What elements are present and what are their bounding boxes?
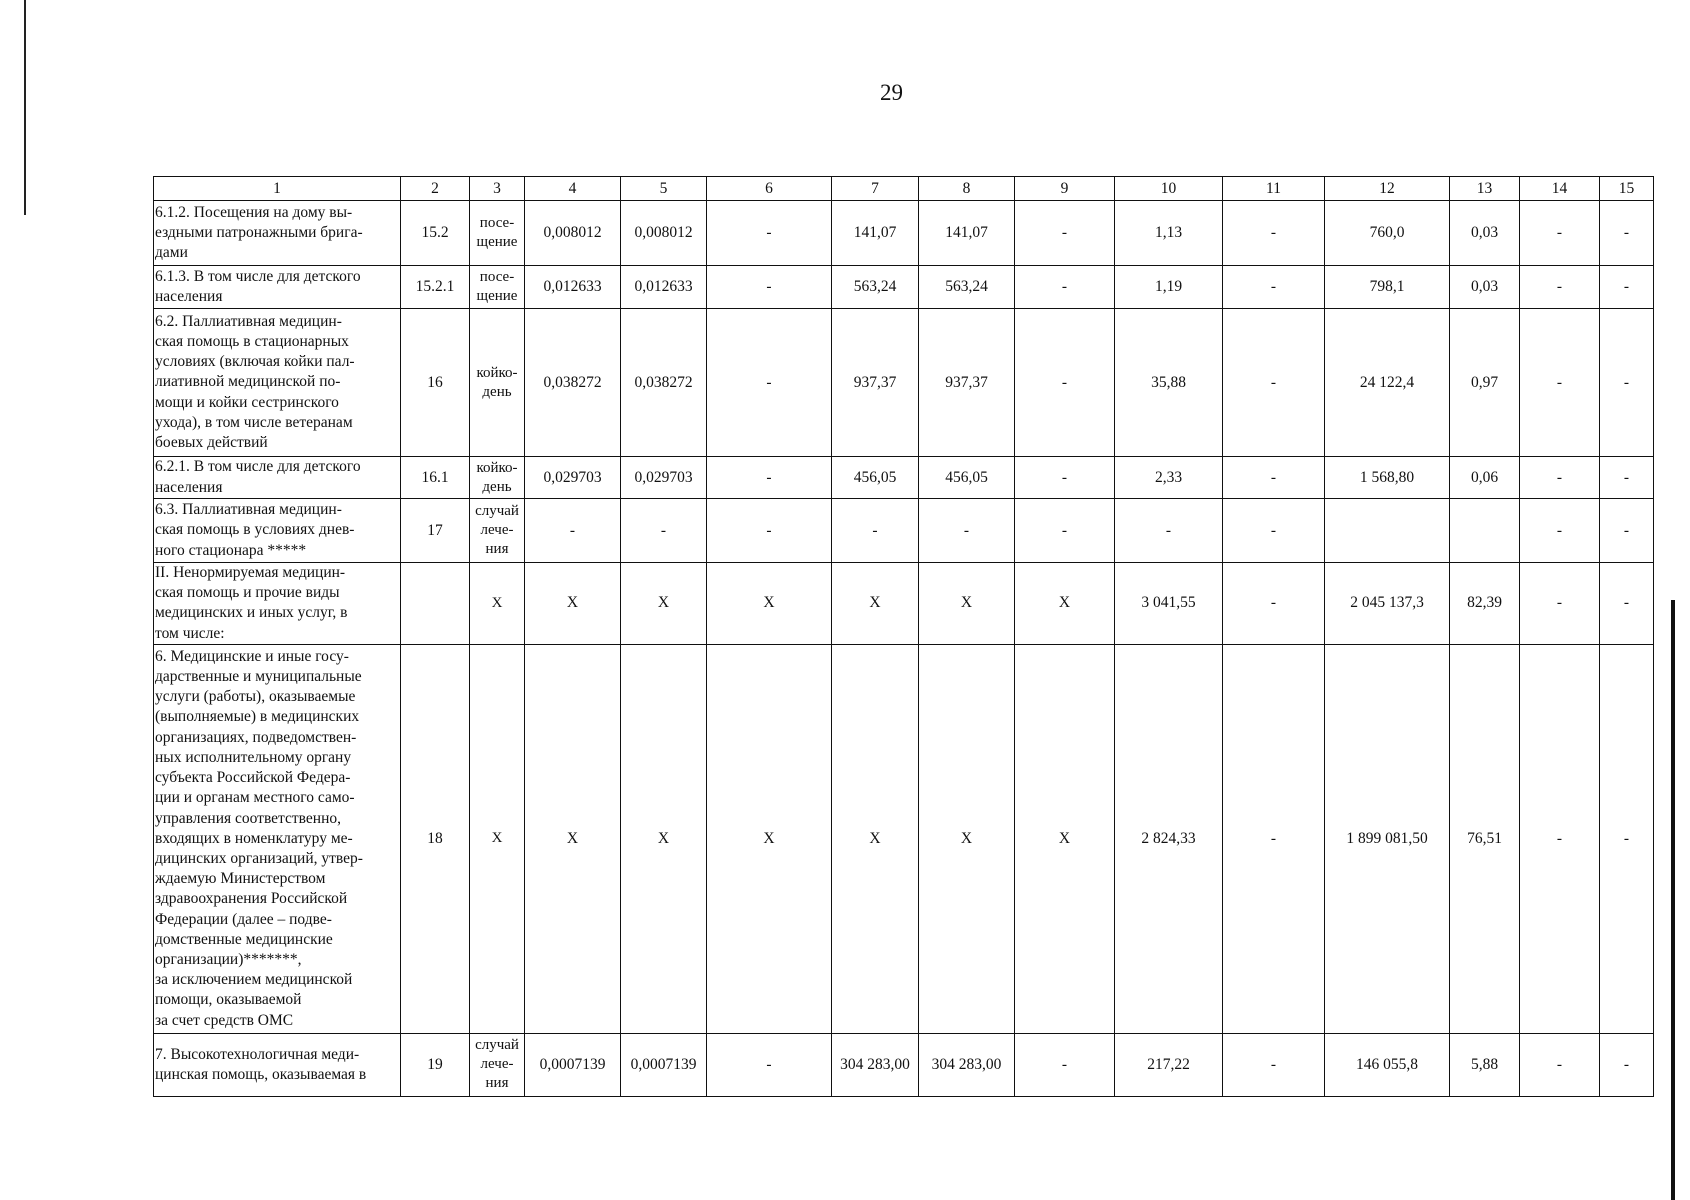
header-row (154, 177, 1654, 201)
header-cell: 12 (1325, 177, 1450, 201)
table-row (154, 563, 1654, 645)
header-cell: 5 (621, 177, 707, 201)
table-row (154, 201, 1654, 266)
page-edge-right (1671, 600, 1675, 1200)
cell-col-12: 146 055,8 (1325, 1033, 1450, 1096)
table-row (154, 499, 1654, 563)
cell-col-9: - (1015, 266, 1115, 309)
cell-col-15: - (1600, 201, 1654, 266)
unit-of-measure: посе- щение (470, 266, 525, 309)
cell-col-13: 82,39 (1450, 563, 1520, 645)
cell-col-5: - (621, 499, 707, 563)
cell-col-7: 937,37 (832, 309, 919, 457)
cell-col-4: X (525, 563, 621, 645)
cell-col-10: 35,88 (1115, 309, 1223, 457)
cell-col-4: 0,008012 (525, 201, 621, 266)
cell-col-12: 2 045 137,3 (1325, 563, 1450, 645)
cell-col-6: X (707, 644, 832, 1033)
header-cell: 1 (154, 177, 401, 201)
cell-col-9: X (1015, 644, 1115, 1033)
header-cell: 9 (1015, 177, 1115, 201)
row-number: 15.2.1 (401, 266, 470, 309)
cell-col-9: - (1015, 1033, 1115, 1096)
cell-col-7: 141,07 (832, 201, 919, 266)
unit-of-measure: посе- щение (470, 201, 525, 266)
row-number: 19 (401, 1033, 470, 1096)
cell-col-7: X (832, 644, 919, 1033)
cell-col-10: 217,22 (1115, 1033, 1223, 1096)
cell-col-10: 2,33 (1115, 457, 1223, 499)
row-number: 15.2 (401, 201, 470, 266)
page-number: 29 (880, 80, 903, 105)
item-description: 6.3. Паллиативная медицин- ская помощь в условиях днев- ного стационара ***** (154, 499, 401, 563)
table-body (154, 177, 1654, 1097)
cell-col-4: X (525, 644, 621, 1033)
cell-col-8: X (919, 644, 1015, 1033)
cell-col-14: - (1520, 499, 1600, 563)
cell-col-10: - (1115, 499, 1223, 563)
unit-of-measure: случай лече- ния (470, 499, 525, 563)
cell-col-7: X (832, 563, 919, 645)
cell-col-13: 5,88 (1450, 1033, 1520, 1096)
header-cell: 13 (1450, 177, 1520, 201)
cell-col-5: 0,038272 (621, 309, 707, 457)
header-cell: 3 (470, 177, 525, 201)
cell-col-11: - (1223, 457, 1325, 499)
cell-col-12 (1325, 499, 1450, 563)
cell-col-6: - (707, 309, 832, 457)
cell-col-4: 0,029703 (525, 457, 621, 499)
cell-col-6: - (707, 499, 832, 563)
cell-col-12: 760,0 (1325, 201, 1450, 266)
cell-col-11: - (1223, 201, 1325, 266)
cell-col-11: - (1223, 1033, 1325, 1096)
cell-col-8: 563,24 (919, 266, 1015, 309)
unit-of-measure: X (470, 563, 525, 645)
cell-col-14: - (1520, 201, 1600, 266)
cell-col-11: - (1223, 644, 1325, 1033)
header-cell: 8 (919, 177, 1015, 201)
cell-col-4: 0,0007139 (525, 1033, 621, 1096)
header-cell: 10 (1115, 177, 1223, 201)
item-description: 6.2.1. В том числе для детского населения (154, 457, 401, 499)
cell-col-6: - (707, 1033, 832, 1096)
cell-col-5: 0,012633 (621, 266, 707, 309)
cell-col-14: - (1520, 1033, 1600, 1096)
table-row (154, 644, 1654, 1033)
header-cell: 11 (1223, 177, 1325, 201)
header-cell: 4 (525, 177, 621, 201)
header-cell: 7 (832, 177, 919, 201)
cell-col-9: - (1015, 457, 1115, 499)
cell-col-7: 456,05 (832, 457, 919, 499)
cell-col-13: 0,97 (1450, 309, 1520, 457)
cell-col-15: - (1600, 563, 1654, 645)
cell-col-6: - (707, 201, 832, 266)
cell-col-12: 24 122,4 (1325, 309, 1450, 457)
cell-col-9: - (1015, 499, 1115, 563)
unit-of-measure: случай лече- ния (470, 1033, 525, 1096)
cell-col-10: 1,13 (1115, 201, 1223, 266)
cell-col-15: - (1600, 1033, 1654, 1096)
item-description: 6.1.2. Посещения на дому вы- ездными патронажными брига- дами (154, 201, 401, 266)
header-cell: 14 (1520, 177, 1600, 201)
cell-col-15: - (1600, 309, 1654, 457)
item-description: 6. Медицинские и иные госу- дарственные и муниципальные услуги (работы), оказываемые (выполняемые) в медицинских организациях, подведомствен- ных исполнительному органу субъекта Российской Федера- ции и органам местного само- управления соответственно, входящих в номенклатуру ме- дицинских организаций, утвер- ждаемую Министерством здравоохранения Российской Федерации (далее – подве- домственные медицинские организации)*******, за исключением медицинской помощи, оказываемой за счет средств ОМС (154, 644, 401, 1033)
header-cell: 2 (401, 177, 470, 201)
cell-col-10: 2 824,33 (1115, 644, 1223, 1033)
cell-col-14: - (1520, 563, 1600, 645)
medical-care-table (153, 176, 1654, 1097)
row-number: 18 (401, 644, 470, 1033)
row-number: 16 (401, 309, 470, 457)
cell-col-13: 76,51 (1450, 644, 1520, 1033)
header-cell: 6 (707, 177, 832, 201)
cell-col-4: 0,038272 (525, 309, 621, 457)
cell-col-6: - (707, 266, 832, 309)
cell-col-14: - (1520, 309, 1600, 457)
cell-col-12: 1 568,80 (1325, 457, 1450, 499)
cell-col-14: - (1520, 457, 1600, 499)
cell-col-13 (1450, 499, 1520, 563)
row-number (401, 563, 470, 645)
row-number: 17 (401, 499, 470, 563)
cell-col-5: 0,008012 (621, 201, 707, 266)
unit-of-measure: X (470, 644, 525, 1033)
cell-col-15: - (1600, 266, 1654, 309)
cell-col-12: 798,1 (1325, 266, 1450, 309)
item-description: II. Ненормируемая медицин- ская помощь и прочие виды медицинских и иных услуг, в том числе: (154, 563, 401, 645)
cell-col-8: 937,37 (919, 309, 1015, 457)
table-row (154, 457, 1654, 499)
cell-col-5: X (621, 644, 707, 1033)
table-row (154, 309, 1654, 457)
cell-col-5: 0,0007139 (621, 1033, 707, 1096)
cell-col-7: 563,24 (832, 266, 919, 309)
cell-col-8: 456,05 (919, 457, 1015, 499)
cell-col-13: 0,03 (1450, 201, 1520, 266)
page-edge-left (24, 0, 26, 215)
cell-col-8: 304 283,00 (919, 1033, 1015, 1096)
cell-col-15: - (1600, 499, 1654, 563)
cell-col-13: 0,06 (1450, 457, 1520, 499)
cell-col-7: - (832, 499, 919, 563)
table-row (154, 1033, 1654, 1096)
cell-col-4: - (525, 499, 621, 563)
row-number: 16.1 (401, 457, 470, 499)
cell-col-8: 141,07 (919, 201, 1015, 266)
item-description: 6.2. Паллиативная медицин- ская помощь в стационарных условиях (включая койки пал- лиативной медицинской по- мощи и койки сестринского ухода), в том числе ветеранам боевых действий (154, 309, 401, 457)
cell-col-4: 0,012633 (525, 266, 621, 309)
cell-col-11: - (1223, 266, 1325, 309)
cell-col-7: 304 283,00 (832, 1033, 919, 1096)
table-row (154, 266, 1654, 309)
cell-col-11: - (1223, 563, 1325, 645)
cell-col-10: 3 041,55 (1115, 563, 1223, 645)
cell-col-5: 0,029703 (621, 457, 707, 499)
cell-col-9: - (1015, 309, 1115, 457)
cell-col-5: X (621, 563, 707, 645)
cell-col-15: - (1600, 644, 1654, 1033)
header-cell: 15 (1600, 177, 1654, 201)
cell-col-15: - (1600, 457, 1654, 499)
cell-col-9: - (1015, 201, 1115, 266)
cell-col-14: - (1520, 266, 1600, 309)
cell-col-11: - (1223, 499, 1325, 563)
cell-col-6: X (707, 563, 832, 645)
cell-col-13: 0,03 (1450, 266, 1520, 309)
cell-col-8: X (919, 563, 1015, 645)
cell-col-6: - (707, 457, 832, 499)
unit-of-measure: койко- день (470, 457, 525, 499)
cell-col-14: - (1520, 644, 1600, 1033)
item-description: 6.1.3. В том числе для детского населения (154, 266, 401, 309)
cell-col-9: X (1015, 563, 1115, 645)
cell-col-8: - (919, 499, 1015, 563)
cell-col-10: 1,19 (1115, 266, 1223, 309)
cell-col-12: 1 899 081,50 (1325, 644, 1450, 1033)
cell-col-11: - (1223, 309, 1325, 457)
item-description: 7. Высокотехнологичная меди- цинская помощь, оказываемая в (154, 1033, 401, 1096)
unit-of-measure: койко- день (470, 309, 525, 457)
